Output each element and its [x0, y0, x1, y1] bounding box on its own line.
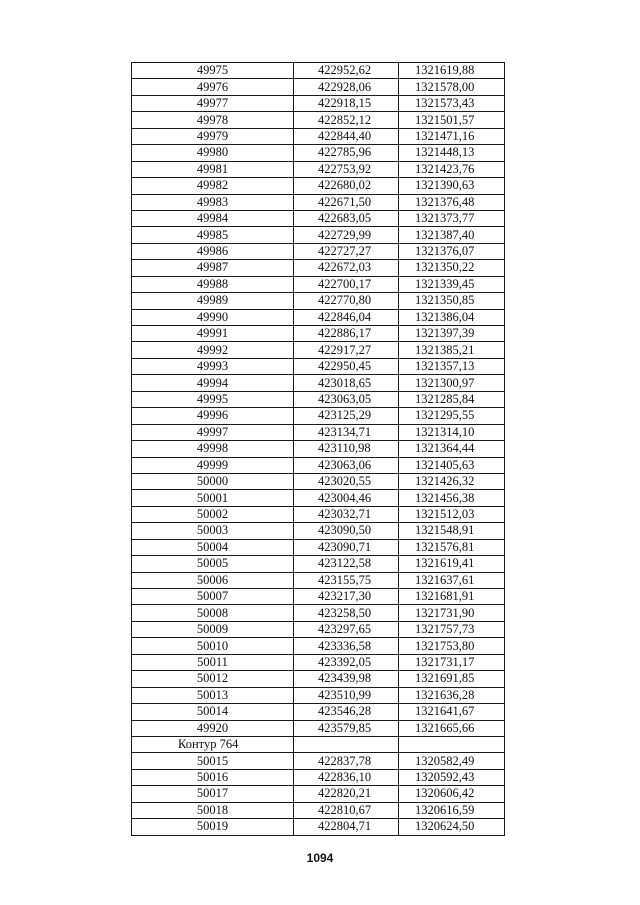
x-coordinate-cell: 423546,28 — [294, 704, 399, 720]
y-coordinate-cell: 1321619,41 — [399, 556, 505, 572]
x-coordinate-cell: 423510,99 — [294, 687, 399, 703]
point-number-cell: 50001 — [132, 490, 294, 506]
point-number-cell: 49986 — [132, 243, 294, 259]
y-coordinate-cell: 1321578,00 — [399, 79, 505, 95]
table-row — [132, 605, 505, 621]
point-number-cell: 49981 — [132, 161, 294, 177]
x-coordinate-cell: 423032,71 — [294, 506, 399, 522]
y-coordinate-cell: 1321681,91 — [399, 589, 505, 605]
y-coordinate-cell: 1321376,48 — [399, 194, 505, 210]
x-coordinate-cell: 422950,45 — [294, 358, 399, 374]
y-coordinate-cell: 1321397,39 — [399, 326, 505, 342]
x-coordinate-cell: 422770,80 — [294, 293, 399, 309]
x-coordinate-cell: 423018,65 — [294, 375, 399, 391]
point-number-cell: 50003 — [132, 523, 294, 539]
point-number-cell: 49976 — [132, 79, 294, 95]
x-coordinate-cell: 423004,46 — [294, 490, 399, 506]
y-coordinate-cell: 1321573,43 — [399, 95, 505, 111]
point-number-cell: 49994 — [132, 375, 294, 391]
point-number-cell: 50013 — [132, 687, 294, 703]
table-row — [132, 769, 505, 785]
table-row — [132, 490, 505, 506]
x-coordinate-cell: 422844,40 — [294, 128, 399, 144]
table-row — [132, 210, 505, 226]
table-row — [132, 424, 505, 440]
x-coordinate-cell: 422928,06 — [294, 79, 399, 95]
table-row — [132, 145, 505, 161]
x-coordinate-cell: 422836,10 — [294, 769, 399, 785]
y-coordinate-cell: 1321471,16 — [399, 128, 505, 144]
x-coordinate-cell: 423258,50 — [294, 605, 399, 621]
y-coordinate-cell: 1321295,55 — [399, 408, 505, 424]
x-coordinate-cell: 422729,99 — [294, 227, 399, 243]
x-coordinate-cell: 423020,55 — [294, 473, 399, 489]
table-row — [132, 671, 505, 687]
point-number-cell: 50008 — [132, 605, 294, 621]
y-coordinate-cell: 1321665,66 — [399, 720, 505, 736]
point-number-cell: 49982 — [132, 178, 294, 194]
point-number-cell: 49999 — [132, 457, 294, 473]
table-row — [132, 687, 505, 703]
point-number-cell: 50019 — [132, 819, 294, 835]
y-coordinate-cell: 1321731,17 — [399, 654, 505, 670]
point-number-cell: 50005 — [132, 556, 294, 572]
x-coordinate-cell: 423439,98 — [294, 671, 399, 687]
point-number-cell: 49983 — [132, 194, 294, 210]
x-coordinate-cell: 422918,15 — [294, 95, 399, 111]
point-number-cell: 50014 — [132, 704, 294, 720]
y-coordinate-cell: 1321456,38 — [399, 490, 505, 506]
x-coordinate-cell: 422753,92 — [294, 161, 399, 177]
y-coordinate-cell: 1321390,63 — [399, 178, 505, 194]
point-number-cell: 50015 — [132, 753, 294, 769]
table-row — [132, 260, 505, 276]
table-row — [132, 654, 505, 670]
x-coordinate-cell: 423110,98 — [294, 441, 399, 457]
table-row — [132, 720, 505, 736]
table-row — [132, 178, 505, 194]
y-coordinate-cell: 1321350,85 — [399, 293, 505, 309]
point-number-cell: 50002 — [132, 506, 294, 522]
y-coordinate-cell: 1321373,77 — [399, 210, 505, 226]
point-number-cell: 49992 — [132, 342, 294, 358]
y-coordinate-cell: 1321548,91 — [399, 523, 505, 539]
y-coordinate-cell: 1321405,63 — [399, 457, 505, 473]
point-number-cell: 49975 — [132, 63, 294, 79]
y-coordinate-cell: 1320624,50 — [399, 819, 505, 835]
point-number-cell: 50009 — [132, 621, 294, 637]
y-coordinate-cell: 1321753,80 — [399, 638, 505, 654]
x-coordinate-cell: 422727,27 — [294, 243, 399, 259]
y-coordinate-cell: 1320592,43 — [399, 769, 505, 785]
y-coordinate-cell: 1321423,76 — [399, 161, 505, 177]
table-row — [132, 309, 505, 325]
y-coordinate-cell: 1321757,73 — [399, 621, 505, 637]
table-row — [132, 326, 505, 342]
x-coordinate-cell: 423392,05 — [294, 654, 399, 670]
x-coordinate-cell: 422700,17 — [294, 276, 399, 292]
point-number-cell: 49979 — [132, 128, 294, 144]
y-coordinate-cell: 1320606,42 — [399, 786, 505, 802]
y-coordinate-cell: 1321314,10 — [399, 424, 505, 440]
point-number-cell: 49998 — [132, 441, 294, 457]
x-coordinate-cell: 423155,75 — [294, 572, 399, 588]
table-row — [132, 539, 505, 555]
point-number-cell: 49978 — [132, 112, 294, 128]
page-number: 1094 — [306, 851, 334, 865]
y-coordinate-cell: 1321350,22 — [399, 260, 505, 276]
point-number-cell: 49988 — [132, 276, 294, 292]
x-coordinate-cell: 422852,12 — [294, 112, 399, 128]
table-row — [132, 589, 505, 605]
x-coordinate-cell: 422785,96 — [294, 145, 399, 161]
y-coordinate-cell: 1321387,40 — [399, 227, 505, 243]
table-row — [132, 457, 505, 473]
table-row — [132, 391, 505, 407]
table-row — [132, 753, 505, 769]
y-coordinate-cell: 1321300,97 — [399, 375, 505, 391]
table-row — [132, 342, 505, 358]
table-row — [132, 128, 505, 144]
x-coordinate-cell: 422837,78 — [294, 753, 399, 769]
coordinates-table-body — [132, 63, 505, 836]
point-number-cell: 49920 — [132, 720, 294, 736]
point-number-cell: 49984 — [132, 210, 294, 226]
x-coordinate-cell: 423090,50 — [294, 523, 399, 539]
point-number-cell: 49985 — [132, 227, 294, 243]
point-number-cell: 50011 — [132, 654, 294, 670]
point-number-cell: 49995 — [132, 391, 294, 407]
table-row — [132, 506, 505, 522]
x-coordinate-cell: 423297,65 — [294, 621, 399, 637]
table-row — [132, 819, 505, 835]
x-coordinate-cell: 422683,05 — [294, 210, 399, 226]
table-row — [132, 556, 505, 572]
x-coordinate-cell: 422886,17 — [294, 326, 399, 342]
table-row — [132, 161, 505, 177]
y-coordinate-cell: 1320616,59 — [399, 802, 505, 818]
table-row — [132, 572, 505, 588]
table-row — [132, 276, 505, 292]
table-row — [132, 375, 505, 391]
point-number-cell: 50018 — [132, 802, 294, 818]
x-coordinate-cell: 422672,03 — [294, 260, 399, 276]
table-row — [132, 638, 505, 654]
point-number-cell: 50012 — [132, 671, 294, 687]
point-number-cell: 49977 — [132, 95, 294, 111]
table-row — [132, 112, 505, 128]
y-coordinate-cell: 1321576,81 — [399, 539, 505, 555]
x-coordinate-cell: 423134,71 — [294, 424, 399, 440]
point-number-cell: 49991 — [132, 326, 294, 342]
table-row — [132, 227, 505, 243]
table-row — [132, 802, 505, 818]
x-coordinate-cell: 422820,21 — [294, 786, 399, 802]
table-row — [132, 786, 505, 802]
point-number-cell: 49989 — [132, 293, 294, 309]
x-coordinate-cell: 422810,67 — [294, 802, 399, 818]
point-number-cell: 50000 — [132, 473, 294, 489]
x-coordinate-cell: 423063,06 — [294, 457, 399, 473]
point-number-cell: 49980 — [132, 145, 294, 161]
table-row — [132, 473, 505, 489]
table-row — [132, 358, 505, 374]
table-row — [132, 79, 505, 95]
y-coordinate-cell: 1321619,88 — [399, 63, 505, 79]
y-coordinate-cell: 1321339,45 — [399, 276, 505, 292]
table-row — [132, 621, 505, 637]
point-number-cell: 49990 — [132, 309, 294, 325]
point-number-cell: 49996 — [132, 408, 294, 424]
point-number-cell: 50006 — [132, 572, 294, 588]
y-coordinate-cell: 1321636,28 — [399, 687, 505, 703]
y-coordinate-cell: 1321385,21 — [399, 342, 505, 358]
section-row — [132, 736, 505, 752]
x-coordinate-cell: 423090,71 — [294, 539, 399, 555]
table-row — [132, 704, 505, 720]
x-coordinate-cell: 423122,58 — [294, 556, 399, 572]
table-row — [132, 408, 505, 424]
y-coordinate-cell: 1320582,49 — [399, 753, 505, 769]
x-coordinate-cell: 423063,05 — [294, 391, 399, 407]
y-coordinate-cell: 1321386,04 — [399, 309, 505, 325]
section-label: Контур 764 — [132, 736, 294, 752]
empty-cell — [399, 736, 505, 752]
x-coordinate-cell: 423579,85 — [294, 720, 399, 736]
y-coordinate-cell: 1321364,44 — [399, 441, 505, 457]
x-coordinate-cell: 422952,62 — [294, 63, 399, 79]
table-row — [132, 194, 505, 210]
x-coordinate-cell: 423125,29 — [294, 408, 399, 424]
point-number-cell: 50007 — [132, 589, 294, 605]
point-number-cell: 50017 — [132, 786, 294, 802]
empty-cell — [294, 736, 399, 752]
y-coordinate-cell: 1321376,07 — [399, 243, 505, 259]
y-coordinate-cell: 1321501,57 — [399, 112, 505, 128]
x-coordinate-cell: 422917,27 — [294, 342, 399, 358]
y-coordinate-cell: 1321637,61 — [399, 572, 505, 588]
x-coordinate-cell: 423336,58 — [294, 638, 399, 654]
table-row — [132, 293, 505, 309]
point-number-cell: 50010 — [132, 638, 294, 654]
y-coordinate-cell: 1321285,84 — [399, 391, 505, 407]
y-coordinate-cell: 1321448,13 — [399, 145, 505, 161]
x-coordinate-cell: 422680,02 — [294, 178, 399, 194]
table-row — [132, 63, 505, 79]
table-row — [132, 95, 505, 111]
table-row — [132, 523, 505, 539]
point-number-cell: 50016 — [132, 769, 294, 785]
y-coordinate-cell: 1321731,90 — [399, 605, 505, 621]
x-coordinate-cell: 422804,71 — [294, 819, 399, 835]
point-number-cell: 49987 — [132, 260, 294, 276]
y-coordinate-cell: 1321691,85 — [399, 671, 505, 687]
y-coordinate-cell: 1321426,32 — [399, 473, 505, 489]
x-coordinate-cell: 422846,04 — [294, 309, 399, 325]
x-coordinate-cell: 422671,50 — [294, 194, 399, 210]
y-coordinate-cell: 1321357,13 — [399, 358, 505, 374]
y-coordinate-cell: 1321512,03 — [399, 506, 505, 522]
coordinates-table — [131, 62, 505, 836]
point-number-cell: 49993 — [132, 358, 294, 374]
table-row — [132, 441, 505, 457]
point-number-cell: 49997 — [132, 424, 294, 440]
point-number-cell: 50004 — [132, 539, 294, 555]
table-row — [132, 243, 505, 259]
x-coordinate-cell: 423217,30 — [294, 589, 399, 605]
y-coordinate-cell: 1321641,67 — [399, 704, 505, 720]
